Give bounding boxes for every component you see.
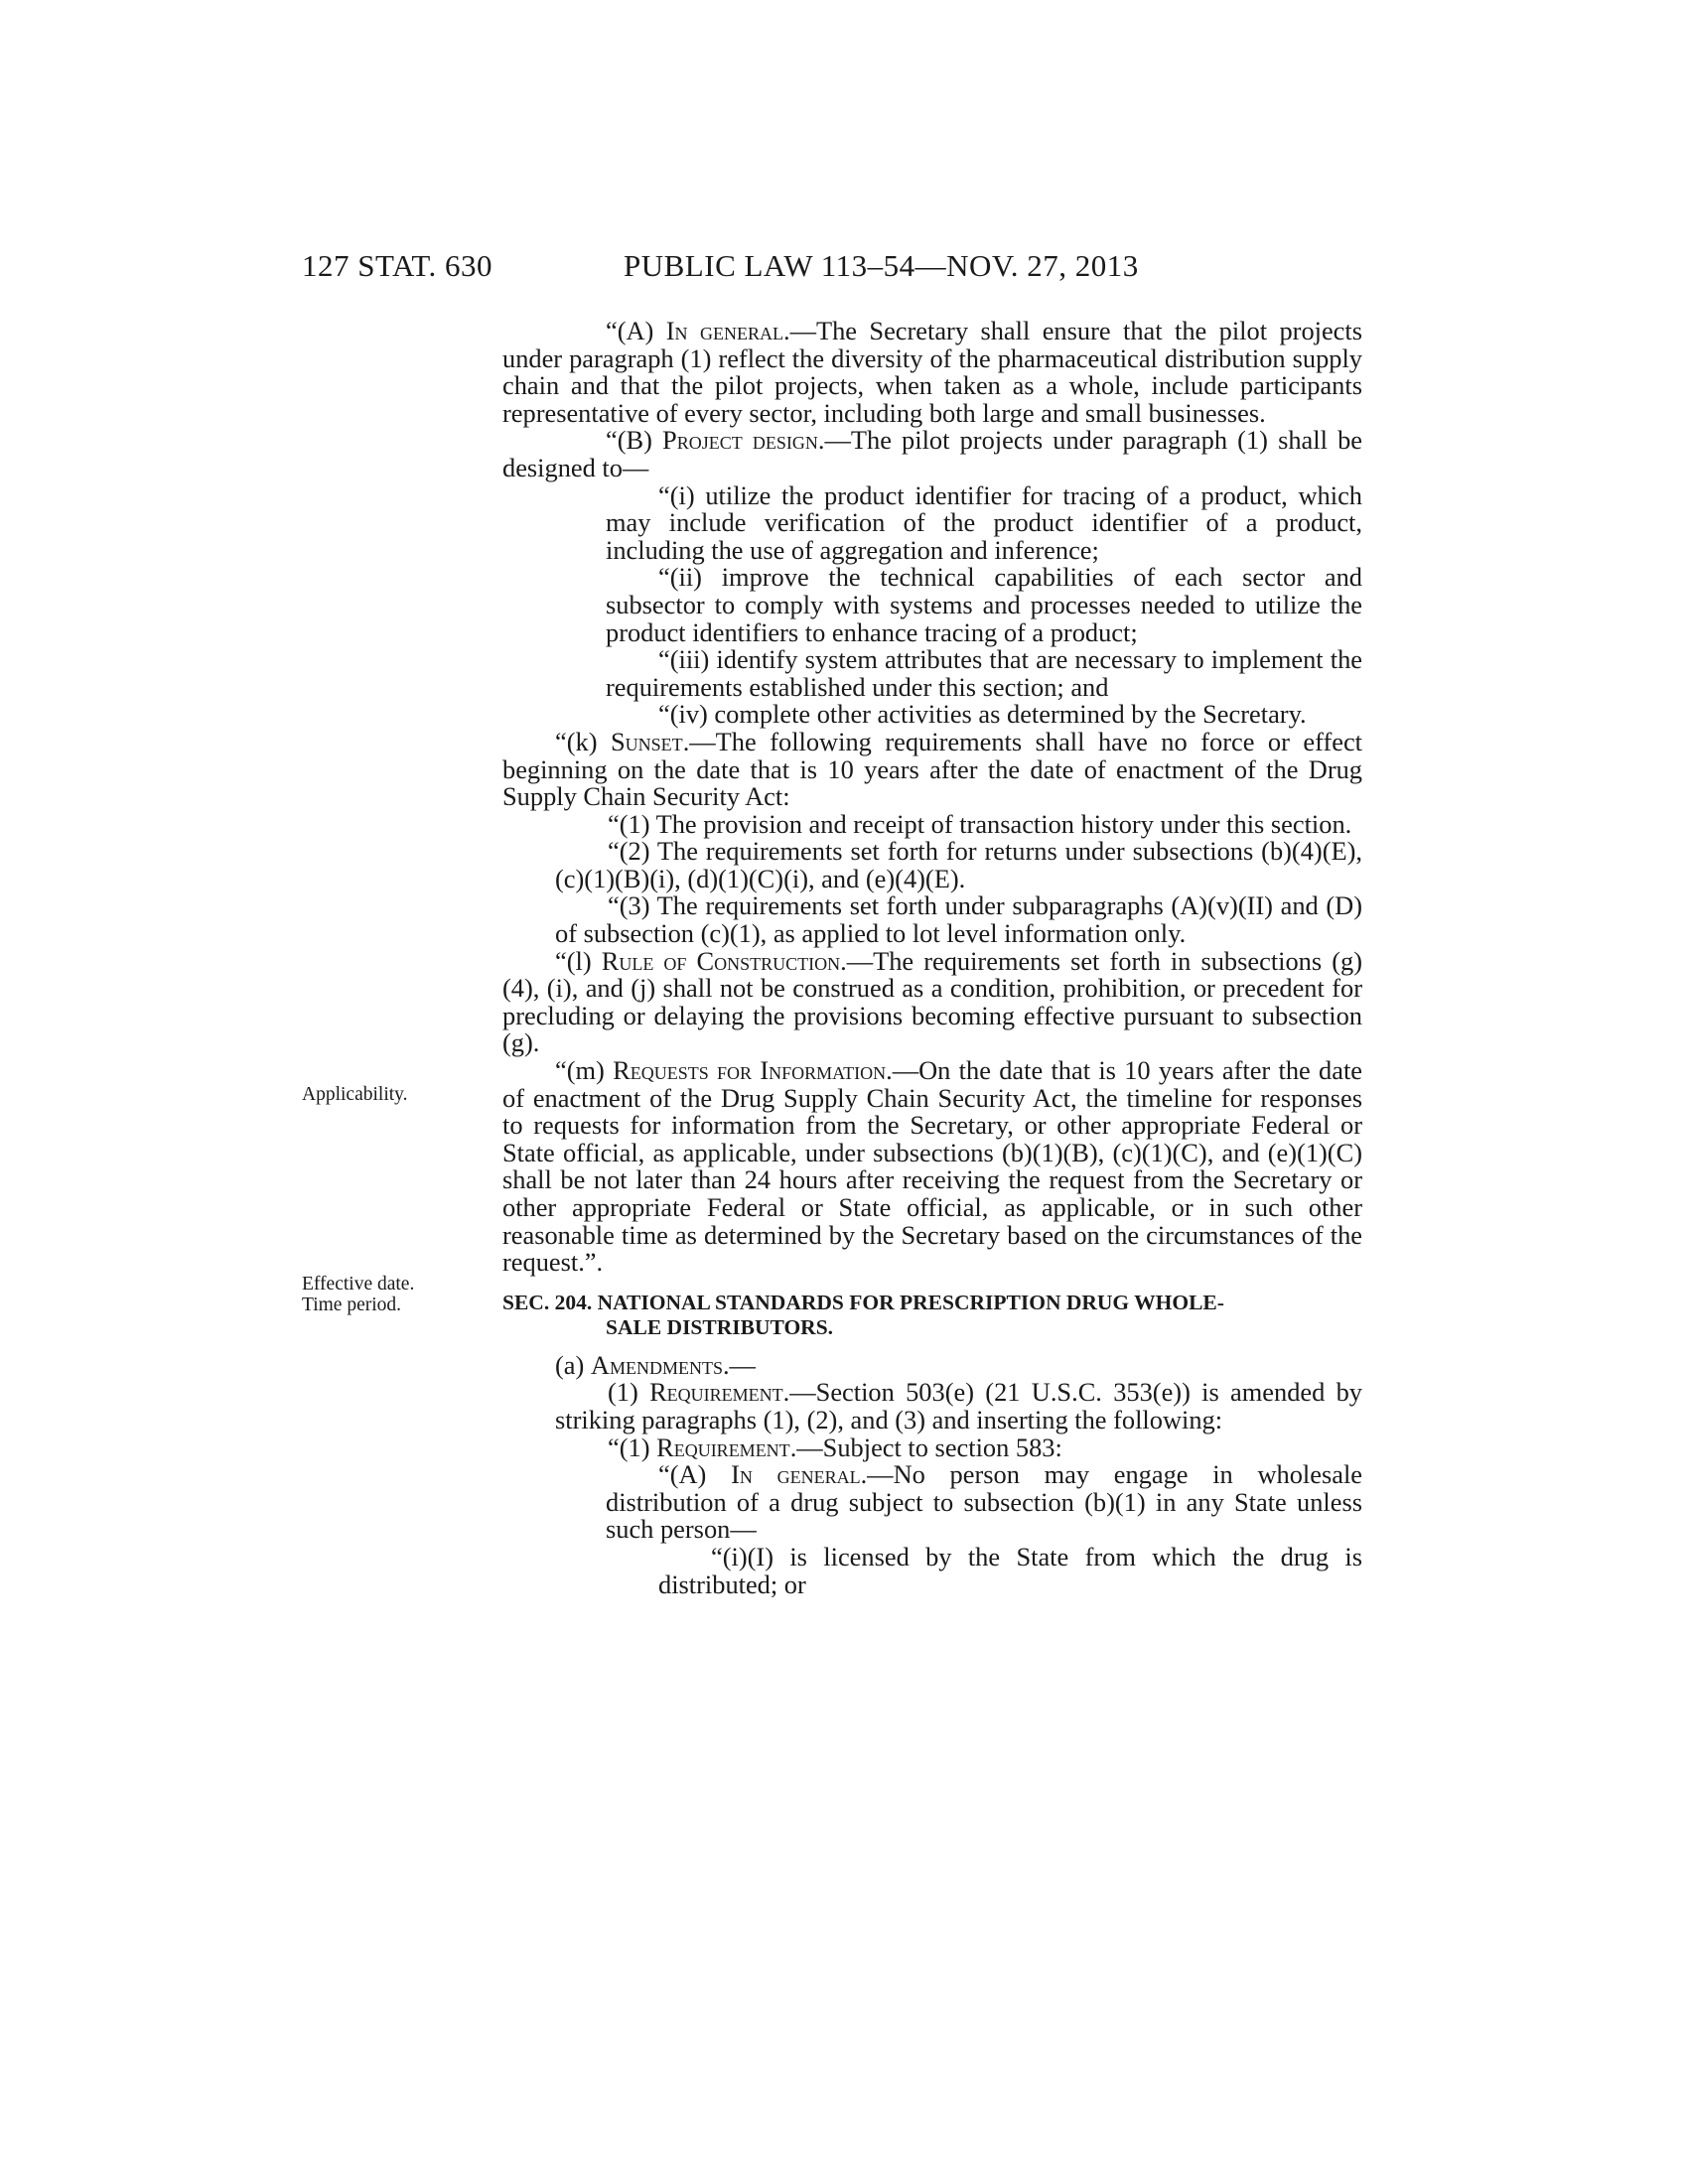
paragraph-B: “(B) Project design.—The pilot projects under paragraph (1) shall be designed to— [502, 425, 1362, 482]
stat-page-number: 127 STAT. 630 [302, 248, 493, 283]
subsection-k-3: “(3) The requirements set forth under subparagraphs (A)(v)(II) and (D) of subsection (c)(1), as applied to lot level information only. [555, 890, 1362, 949]
subsection-k-2: “(2) The requirements set forth for returns under subsections (b)(4)(E), (c)(1)(B)(i), (d)(1)(C)(i), and (e)(4)(E). [555, 836, 1362, 893]
clause-i: “(i) utilize the product identifier for tracing of a product, which may include verification of the product identifier of a product, including the use of aggregation and inference; [606, 479, 1362, 565]
subsection-l: “(l) Rule of Construction.—The requirements set forth in subsections (g)(4), (i), and (j) shall not be construed as a condition, prohibition, or precedent for precluding or delaying the provisions becoming effective pursuant to subsection (g). [502, 945, 1363, 1058]
section-heading-line1: SEC. 204. NATIONAL STANDARDS FOR PRESCRIPTION DRUG WHOLE- [502, 1290, 1224, 1314]
paragraph-a-1: (1) Requirement.—Section 503(e) (21 U.S.C. 353(e)) is amended by striking paragraphs (1), (2), and (3) and inserting the following: [555, 1377, 1362, 1434]
margin-note-time-period: Time period. [302, 1295, 402, 1315]
clause-iv: “(iv) complete other activities as determined by the Secretary. [658, 699, 1307, 730]
clause-ii: “(ii) improve the technical capabilities of each sector and subsector to comply with systems and processes needed to utilize the product identifiers to enhance tracing of a product; [606, 562, 1362, 647]
subsection-m: “(m) Requests for Information.—On the date that is 10 years after the date of enactment of the Drug Supply Chain Security Act, the timeline for responses to requests for information from the Secretary, or other appropriate Federal or State official, as applicable, under subsections (b)(1)(B), (c)(1)(C), and (e)(1)(C) shall be not later than 24 hours after receiving the request from the Secretary or other appropriate Federal or State official, as applicable, or in such other reasonable time as determined by the Secretary based on the circumstances of the request.”. [502, 1055, 1363, 1278]
quoted-paragraph-1: “(1) Requirement.—Subject to section 583: [608, 1432, 1062, 1462]
section-heading [502, 1291, 1362, 1340]
quoted-subparagraph-A: “(A) In general.—No person may engage in wholesale distribution of a drug subject to subsection (b)(1) in any State unless such person— [606, 1459, 1362, 1545]
clause-iii: “(iii) identify system attributes that are necessary to implement the requirements established under this section; and [606, 644, 1362, 702]
section-heading-line2: SALE DISTRIBUTORS. [606, 1314, 834, 1339]
margin-note-effective-date: Effective date. [302, 1274, 415, 1295]
subsection-a: (a) Amendments.— [555, 1349, 756, 1380]
subsection-k: “(k) Sunset.—The following requirements shall have no force or effect beginning on the date that is 10 years after the date of enactment of the Drug Supply Chain Security Act: [502, 726, 1362, 812]
subsection-k-1: “(1) The provision and receipt of transaction history under this section. [608, 808, 1352, 839]
quoted-clause-i: “(i)(I) is licensed by the State from which the drug is distributed; or [658, 1541, 1362, 1599]
running-header: PUBLIC LAW 113–54—NOV. 27, 2013 [624, 248, 1139, 283]
paragraph-A: “(A) In general.—The Secretary shall ensure that the pilot projects under paragraph (1) reflect the diversity of the pharmaceutical distribution supply chain and that the pilot projects, when taken as a whole, include participants representative of every sector, including both large and small businesses. [502, 316, 1363, 428]
margin-note-applicability: Applicability. [302, 1084, 408, 1105]
statute-body [502, 318, 1362, 1598]
